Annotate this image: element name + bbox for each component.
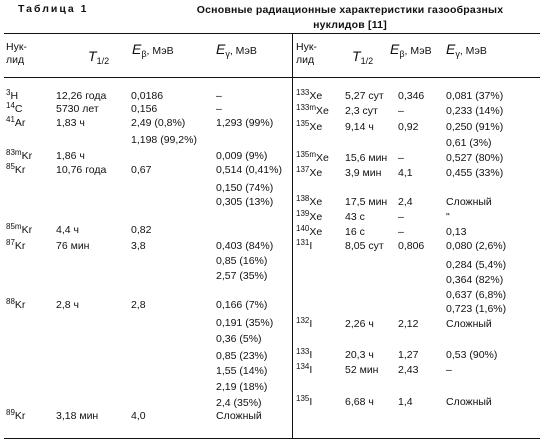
right-half-life-cell: 20,3 ч	[345, 349, 374, 361]
left-e-beta-cell: 2,49 (0,8%)	[131, 117, 186, 129]
right-e-gamma-cell: 0,364 (82%)	[446, 274, 504, 286]
element-symbol: Xe	[309, 226, 323, 238]
left-e-beta-cell: 4,0	[131, 410, 146, 422]
left-e-gamma-cell: 0,150 (74%)	[216, 182, 274, 194]
right-e-gamma-cell: 0,455 (33%)	[446, 167, 504, 179]
left-nuclide-cell	[6, 224, 32, 237]
left-e-gamma-cell: 1,293 (99%)	[216, 117, 274, 129]
right-e-beta-cell: 0,92	[398, 121, 419, 133]
element-symbol: Xe	[316, 152, 329, 164]
element-symbol: Kr	[21, 150, 33, 162]
element-symbol: Xe	[309, 196, 323, 208]
mass-number: 135	[296, 119, 310, 128]
left-half-life-cell: 5730 лет	[56, 103, 99, 115]
table-caption	[150, 3, 544, 33]
left-half-life-cell: 1,83 ч	[56, 117, 85, 129]
right-e-gamma-cell: 0,081 (37%)	[446, 90, 504, 102]
left-e-gamma-cell: 0,514 (0,41%)	[216, 164, 282, 176]
right-nuclide-cell	[296, 364, 312, 377]
right-e-gamma-cell: 0,527 (80%)	[446, 152, 504, 164]
element-symbol: Xe	[309, 90, 323, 102]
left-e-gamma-cell: 0,166 (7%)	[216, 299, 268, 311]
left-e-gamma-cell: 2,57 (35%)	[216, 270, 268, 282]
left-e-gamma-cell: 0,36 (5%)	[216, 333, 262, 345]
right-e-gamma-cell: 0,080 (2,6%)	[446, 240, 507, 252]
mass-number: 83m	[6, 148, 22, 157]
left-half-life-cell: 3,18 мин	[56, 410, 99, 422]
left-nuclide-cell	[6, 299, 25, 312]
right-e-gamma-cell: 0,13	[446, 226, 467, 238]
element-symbol: I	[309, 396, 313, 408]
header-e-beta-right: Eβ, МэВ	[390, 41, 432, 59]
right-half-life-cell: 5,27 сут	[345, 90, 384, 102]
right-nuclide-cell	[296, 240, 312, 253]
header-half-life-right: T1/2	[352, 48, 374, 66]
mass-number: 135	[296, 394, 310, 403]
element-symbol: H	[10, 90, 19, 102]
right-e-gamma-cell: –	[446, 364, 452, 376]
left-e-gamma-cell: 0,85 (23%)	[216, 350, 268, 362]
right-e-beta-cell: 2,12	[398, 318, 419, 330]
right-e-gamma-cell: 0,637 (6,8%)	[446, 289, 507, 301]
right-e-gamma-cell: 0,284 (5,4%)	[446, 259, 507, 271]
mass-number: 131	[296, 238, 310, 247]
left-nuclide-cell	[6, 240, 25, 253]
bottom-rule	[4, 438, 540, 439]
right-e-gamma-cell: Сложный	[446, 318, 492, 330]
right-e-gamma-cell: 0,723 (1,6%)	[446, 303, 507, 315]
right-e-beta-cell: 2,43	[398, 364, 419, 376]
left-e-beta-cell: 3,8	[131, 240, 146, 252]
right-e-beta-cell: 0,806	[398, 240, 425, 252]
element-symbol: Kr	[14, 240, 26, 252]
right-e-gamma-cell: 0,250 (91%)	[446, 121, 504, 133]
element-symbol: C	[14, 103, 23, 115]
element-symbol: Xe	[309, 121, 323, 133]
right-half-life-cell: 16 с	[345, 226, 365, 238]
right-e-gamma-cell: Сложный	[446, 196, 492, 208]
header-e-gamma-left: Eγ, МэВ	[216, 41, 257, 59]
left-nuclide-cell	[6, 164, 25, 177]
mass-number: 133	[296, 347, 310, 356]
element-symbol: Kr	[21, 224, 33, 236]
right-e-gamma-cell: "	[446, 211, 450, 223]
left-e-beta-cell: 0,82	[131, 224, 152, 236]
mass-number: 138	[296, 194, 310, 203]
right-nuclide-cell	[296, 396, 312, 409]
table-caption-line2: нуклидов [11]	[313, 19, 387, 31]
right-e-gamma-cell: 0,233 (14%)	[446, 105, 504, 117]
left-half-life-cell: 76 мин	[56, 240, 90, 252]
right-e-gamma-cell: Сложный	[446, 396, 492, 408]
left-e-gamma-cell: 2,19 (18%)	[216, 381, 268, 393]
left-e-gamma-cell: –	[216, 90, 222, 102]
right-half-life-cell: 52 мин	[345, 364, 379, 376]
right-half-life-cell: 9,14 ч	[345, 121, 374, 133]
right-e-gamma-cell: 0,53 (90%)	[446, 349, 498, 361]
left-e-beta-cell: 2,8	[131, 299, 146, 311]
right-nuclide-cell	[296, 167, 322, 180]
column-divider	[292, 33, 293, 438]
right-nuclide-cell	[296, 90, 322, 103]
mass-number: 139	[296, 209, 310, 218]
mass-number: 135m	[296, 150, 317, 159]
right-e-gamma-cell: 0,61 (3%)	[446, 137, 492, 149]
mass-number: 88	[6, 297, 15, 306]
right-e-beta-cell: 4,1	[398, 167, 413, 179]
header-nuclide-right: Нук- лид	[296, 41, 317, 66]
right-e-beta-cell: –	[398, 211, 404, 223]
left-nuclide-cell	[6, 117, 25, 130]
header-nuclide-left: Нук- лид	[6, 41, 27, 66]
right-e-beta-cell: 1,4	[398, 396, 413, 408]
right-e-beta-cell: 2,4	[398, 196, 413, 208]
right-half-life-cell: 3,9 мин	[345, 167, 382, 179]
left-e-gamma-cell: 0,85 (16%)	[216, 255, 268, 267]
header-e-gamma-right: Eγ, МэВ	[446, 41, 487, 59]
right-half-life-cell: 15,6 мин	[345, 152, 388, 164]
mass-number: 134	[296, 362, 310, 371]
right-half-life-cell: 8,05 сут	[345, 240, 384, 252]
element-symbol: I	[309, 318, 313, 330]
element-symbol: Kr	[14, 410, 26, 422]
right-half-life-cell: 2,26 ч	[345, 318, 374, 330]
left-e-gamma-cell: Сложный	[216, 410, 262, 422]
mass-number: 85m	[6, 222, 22, 231]
left-e-gamma-cell: 2,4 (35%)	[216, 397, 262, 409]
mass-number: 14	[6, 101, 15, 110]
header-e-beta-left: Eβ, МэВ	[132, 41, 174, 59]
left-e-gamma-cell: 0,305 (13%)	[216, 196, 274, 208]
header-half-life-left: T1/2	[88, 48, 110, 66]
right-e-beta-cell: –	[398, 105, 404, 117]
right-e-beta-cell: –	[398, 226, 404, 238]
right-e-beta-cell: 1,27	[398, 349, 419, 361]
header-rule	[4, 77, 540, 78]
left-e-gamma-cell: 1,55 (14%)	[216, 365, 268, 377]
mass-number: 87	[6, 238, 15, 247]
left-e-gamma-cell: 0,191 (35%)	[216, 317, 274, 329]
element-symbol: Xe	[309, 211, 323, 223]
left-half-life-cell: 4,4 ч	[56, 224, 79, 236]
left-half-life-cell: 10,76 года	[56, 164, 107, 176]
right-nuclide-cell	[296, 318, 312, 331]
right-half-life-cell: 17,5 мин	[345, 196, 388, 208]
right-nuclide-cell	[296, 105, 329, 118]
mass-number: 140	[296, 224, 310, 233]
left-e-beta-cell: 1,198 (99,2%)	[131, 134, 197, 146]
left-half-life-cell: 2,8 ч	[56, 299, 79, 311]
element-symbol: Xe	[316, 105, 329, 117]
right-half-life-cell: 6,68 ч	[345, 396, 374, 408]
right-e-beta-cell: 0,346	[398, 90, 425, 102]
right-nuclide-cell	[296, 152, 329, 165]
right-e-beta-cell: –	[398, 152, 404, 164]
left-e-beta-cell: 0,156	[131, 103, 158, 115]
right-half-life-cell: 43 с	[345, 211, 365, 223]
element-symbol: Kr	[14, 299, 26, 311]
mass-number: 89	[6, 408, 15, 417]
element-symbol: I	[309, 364, 313, 376]
left-e-beta-cell: 0,67	[131, 164, 152, 176]
element-symbol: Xe	[309, 167, 323, 179]
element-symbol: I	[309, 240, 313, 252]
element-symbol: Kr	[14, 164, 26, 176]
right-nuclide-cell	[296, 121, 322, 134]
table-number: Таблица 1	[18, 3, 89, 15]
mass-number: 133m	[296, 103, 317, 112]
left-e-gamma-cell: 0,403 (84%)	[216, 240, 274, 252]
element-symbol: I	[309, 349, 313, 361]
left-half-life-cell: 12,26 года	[56, 90, 107, 102]
left-e-gamma-cell: –	[216, 103, 222, 115]
mass-number: 41	[6, 115, 15, 124]
right-half-life-cell: 2,3 сут	[345, 105, 378, 117]
mass-number: 3	[6, 88, 11, 97]
left-nuclide-cell	[6, 410, 25, 423]
top-rule	[4, 33, 540, 34]
mass-number: 133	[296, 88, 310, 97]
right-nuclide-cell	[296, 196, 322, 209]
table-caption-line1: Основные радиационные характеристики газообразных	[196, 4, 504, 16]
mass-number: 85	[6, 162, 15, 171]
mass-number: 137	[296, 165, 310, 174]
left-e-gamma-cell: 0,009 (9%)	[216, 150, 268, 162]
right-nuclide-cell	[296, 211, 322, 224]
left-half-life-cell: 1,86 ч	[56, 150, 85, 162]
element-symbol: Ar	[14, 117, 26, 129]
left-e-beta-cell: 0,0186	[131, 90, 164, 102]
mass-number: 132	[296, 316, 310, 325]
right-nuclide-cell	[296, 349, 312, 362]
